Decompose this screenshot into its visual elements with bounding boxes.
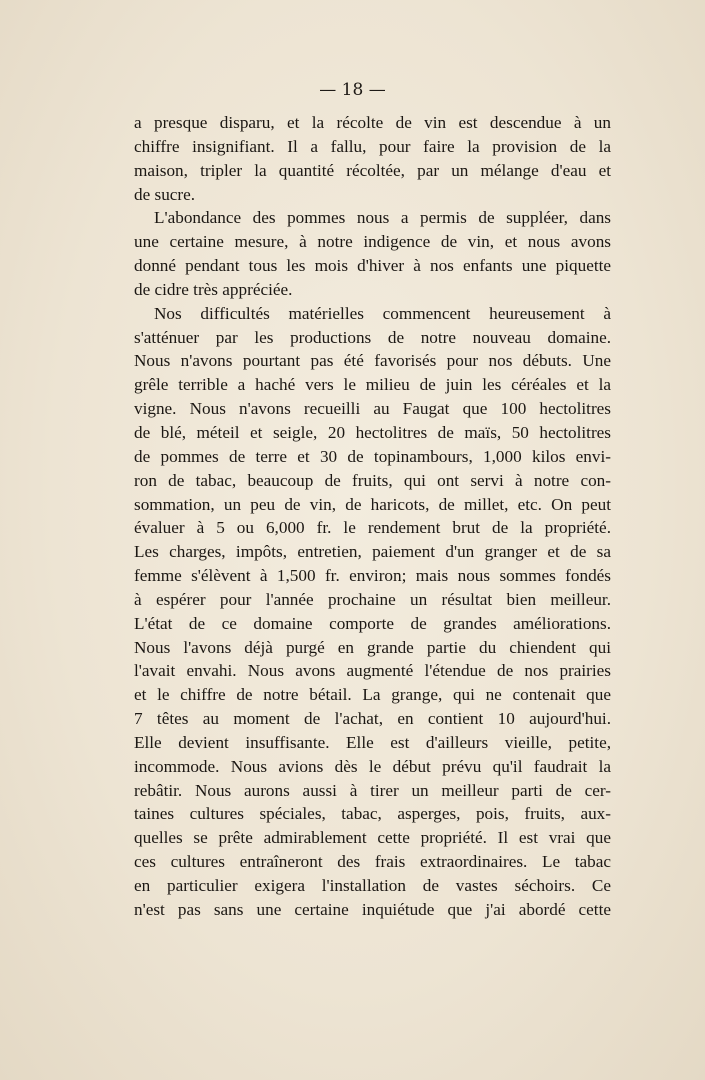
text-line: rebâtir. Nous aurons aussi à tirer un meilleur parti de cer- — [134, 780, 611, 800]
text-line: ces cultures entraîneront des frais extraordinaires. Le tabac — [134, 852, 611, 872]
text-line: L'abondance des pommes nous a permis de suppléer, dans — [154, 208, 611, 228]
text-line: donné pendant tous les mois d'hiver à nos enfants une piquette — [134, 256, 611, 276]
text-line: de sucre. — [134, 184, 196, 204]
body-text — [134, 111, 611, 922]
text-line: sommation, un peu de vin, de haricots, de millet, etc. On peut — [134, 494, 611, 514]
text-line: Nous l'avons déjà purgé en grande partie du chiendent qui — [134, 637, 611, 657]
text-line: a presque disparu, et la récolte de vin est descendue à un — [134, 113, 611, 132]
text-line: Les charges, impôts, entretien, paiement d'un granger et de sa — [134, 542, 611, 562]
text-line: de blé, méteil et seigle, 20 hectolitres de maïs, 50 hectolitres — [134, 422, 611, 442]
text-line: de cidre très appréciée. — [134, 279, 293, 299]
text-line: à espérer pour l'année prochaine un résultat bien meilleur. — [134, 589, 611, 609]
text-line: et le chiffre de notre bétail. La grange, qui ne contenait que — [134, 685, 611, 705]
text-line: quelles se prête admirablement cette propriété. Il est vrai que — [134, 828, 611, 848]
text-line: ron de tabac, beaucoup de fruits, qui ont servi à notre con- — [134, 470, 611, 490]
text-line: maison, tripler la quantité récoltée, par un mélange d'eau et — [134, 160, 611, 180]
text-line: évaluer à 5 ou 6,000 fr. le rendement brut de la propriété. — [134, 518, 611, 538]
text-line: s'atténuer par les productions de notre nouveau domaine. — [134, 327, 611, 347]
text-line: Nous n'avons pourtant pas été favorisés pour nos débuts. Une — [134, 351, 611, 371]
text-line: vigne. Nous n'avons recueilli au Faugat que 100 hectolitres — [134, 399, 611, 419]
text-line: Elle devient insuffisante. Elle est d'ailleurs vieille, petite, — [134, 732, 611, 752]
text-line: 7 têtes au moment de l'achat, en contient 10 aujourd'hui. — [134, 709, 611, 729]
text-line: grêle terrible a haché vers le milieu de juin les céréales et la — [134, 375, 611, 395]
text-line: l'avait envahi. Nous avons augmenté l'étendue de nos prairies — [134, 661, 611, 681]
text-line: une certaine mesure, à notre indigence de vin, et nous avons — [134, 232, 611, 252]
text-line: en particulier exigera l'installation de vastes séchoirs. Ce — [134, 876, 611, 895]
text-line: Nos difficultés matérielles commencent heureusement à — [154, 303, 611, 323]
text-line: taines cultures spéciales, tabac, asperges, pois, fruits, aux- — [134, 804, 611, 824]
page-number: — 18 — — [319, 80, 386, 100]
text-line: chiffre insignifiant. Il a fallu, pour faire la provision de la — [134, 136, 611, 156]
text-line: de pommes de terre et 30 de topinambours, 1,000 kilos envi- — [134, 446, 611, 466]
text-line: incommode. Nous avions dès le début prévu qu'il faudrait la — [134, 756, 611, 776]
text-line: femme s'élèvent à 1,500 fr. environ; mais nous sommes fondés — [134, 566, 611, 586]
text-line: n'est pas sans une certaine inquiétude que j'ai abordé cette — [134, 899, 611, 919]
text-line: L'état de ce domaine comporte de grandes améliorations. — [134, 613, 611, 633]
